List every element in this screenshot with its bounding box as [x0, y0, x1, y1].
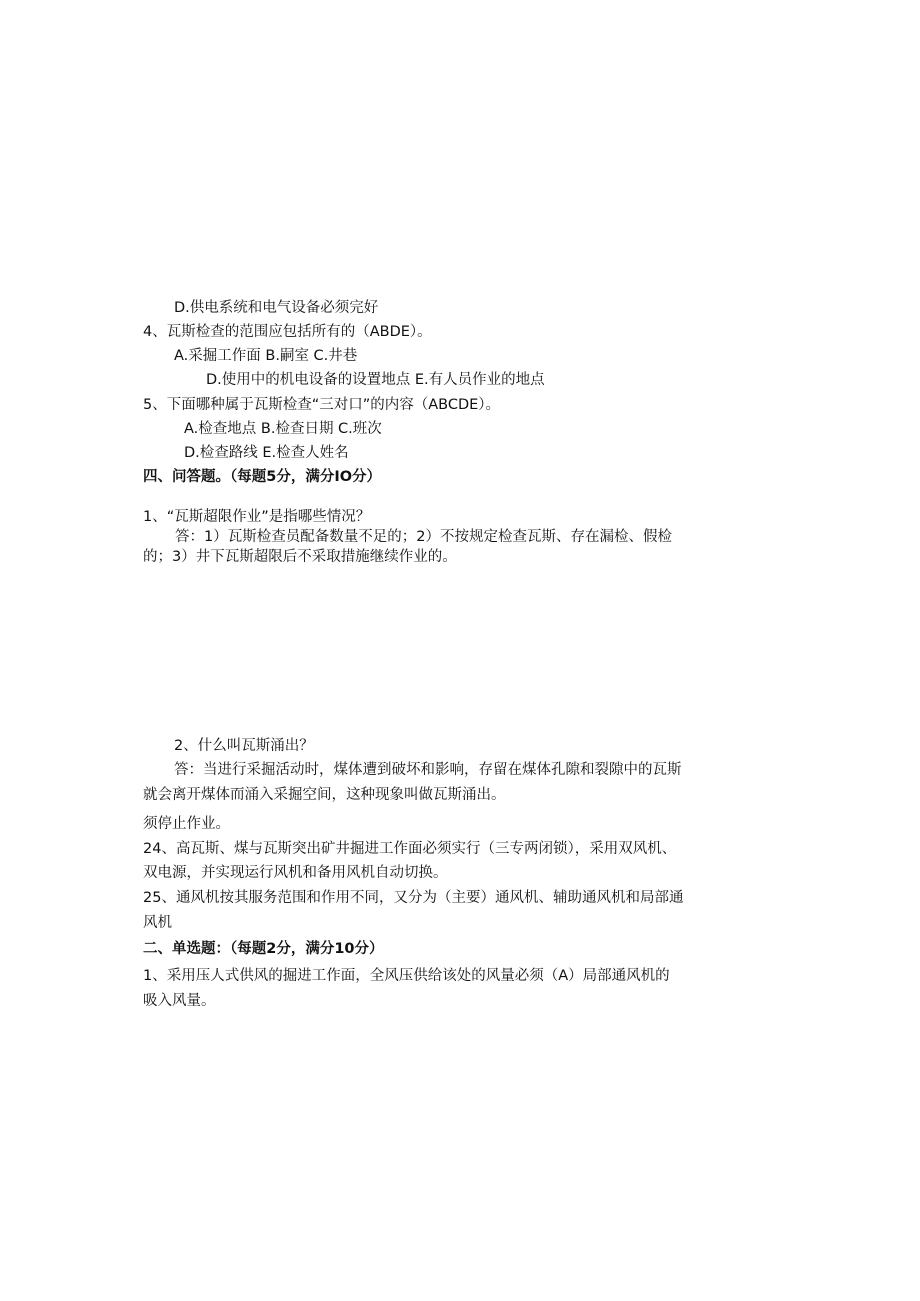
q4-stem: 4、瓦斯检查的范围应包括所有的（ABDE）。: [143, 324, 432, 340]
qa2-answer-line2: 就会离开煤体而涌入采掘空间，这种现象叫做瓦斯涌出。: [143, 787, 506, 803]
q5-options-abc: A.检查地点 B.检查日期 C.班次: [184, 421, 382, 437]
fragment-line: 须停止作业。: [143, 816, 230, 832]
q4-options-de: D.使用中的机电设备的设置地点 E.有人员作业的地点: [206, 372, 545, 388]
sc1-line1: 1、采用压人式供风的掘进工作面，全风压供给该处的风量必须（A）局部通风机的: [143, 968, 670, 984]
qa1-answer-line2: 的；3）井下瓦斯超限后不采取措施继续作业的。: [143, 549, 457, 565]
item-25-line2: 风机: [143, 915, 172, 931]
qa1-answer-line1: 答：1）瓦斯检查员配备数量不足的；2）不按规定检查瓦斯、存在漏检、假检: [175, 529, 672, 545]
item-24-line1: 24、高瓦斯、煤与瓦斯突出矿井掘进工作面必须实行（三专两闭锁），采用双风机、: [143, 841, 677, 857]
q4-options-abc: A.采掘工作面 B.嗣室 C.井巷: [174, 348, 358, 364]
sc1-line2: 吸入风量。: [143, 993, 216, 1009]
qa2-question: 2、什么叫瓦斯涌出？: [174, 738, 314, 754]
q5-stem: 5、下面哪种属于瓦斯检查“三对口”的内容（ABCDE）。: [143, 397, 501, 413]
item-25-line1: 25、通风机按其服务范围和作用不同，又分为（主要）通风机、辅助通风机和局部通: [143, 890, 684, 906]
q3-option-d: D.供电系统和电气设备必须完好: [174, 300, 379, 316]
section-heading-single-choice: 二、单选题：（每题2分，满分10分）: [143, 941, 384, 957]
item-24-line2: 双电源，并实现运行风机和备用风机自动切换。: [143, 865, 448, 881]
section-heading-qa: 四、问答题。（每题5分，满分IO分）: [143, 469, 382, 485]
qa1-question: 1、“瓦斯超限作业”是指哪些情况？: [143, 509, 371, 525]
q5-options-de: D.检查路线 E.检查人姓名: [184, 445, 349, 461]
qa2-answer-line1: 答：当进行采掘活动时，煤体遭到破坏和影响，存留在煤体孔隙和裂隙中的瓦斯: [174, 762, 682, 778]
